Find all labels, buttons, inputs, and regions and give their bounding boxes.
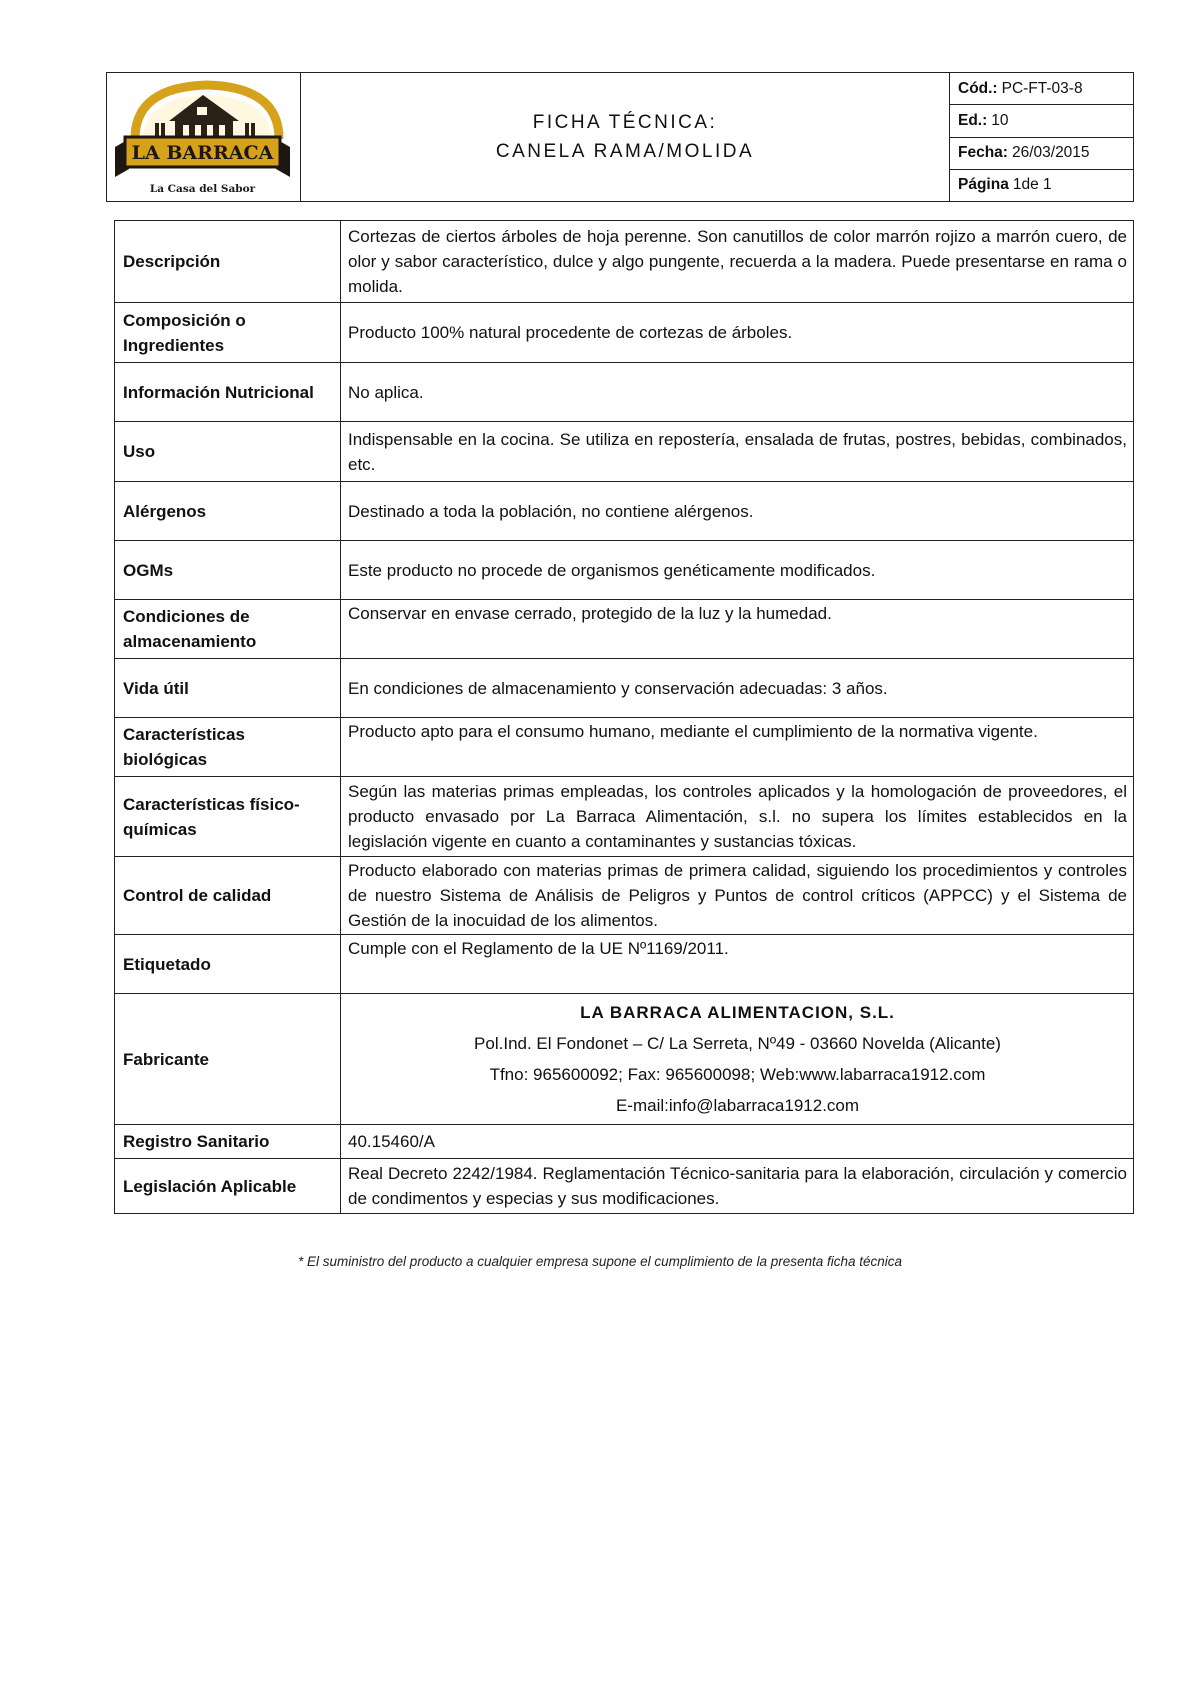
row-value: Cortezas de ciertos árboles de hoja perenne. Son canutillos de color marrón rojizo a marrón cuero, de olor y sabor característico, dulce y algo pungente, recuerda a la madera. Puede presentarse en rama o molida. [341,221,1134,303]
row-label: OGMs [115,541,341,600]
manufacturer-contact: Tfno: 965600092; Fax: 965600098; Web:www.labarraca1912.com [489,1065,986,1084]
row-value: Producto apto para el consumo humano, mediante el cumplimiento de la normativa vigente. [341,718,1134,777]
row-value: Producto 100% natural procedente de cortezas de árboles. [341,303,1134,363]
row-label: Descripción [115,221,341,303]
row-value: Destinado a toda la población, no contiene alérgenos. [341,482,1134,541]
row-value: En condiciones de almacenamiento y conservación adecuadas: 3 años. [341,659,1134,718]
la-barraca-logo [107,73,298,200]
row-label: Características biológicas [115,718,341,777]
row-label: Información Nutricional [115,363,341,422]
meta-date: Fecha: 26/03/2015 [950,138,1133,170]
row-value: Este producto no procede de organismos genéticamente modificados. [341,541,1134,600]
title-line-2: CANELA RAMA/MOLIDA [495,141,755,162]
meta-code: Cód.: PC-FT-03-8 [950,73,1133,105]
svg-text:LA BARRACA: LA BARRACA [131,142,274,164]
table-row [115,363,1134,422]
manufacturer-email: E-mail:info@labarraca1912.com [615,1096,860,1115]
row-label: Control de calidad [115,857,341,935]
row-value: Indispensable en la cocina. Se utiliza en repostería, ensalada de frutas, postres, bebidas, combinados, etc. [341,422,1134,482]
table-row [115,600,1134,659]
row-label: Legislación Aplicable [115,1159,341,1214]
table-row [115,659,1134,718]
title-line-1: FICHA TÉCNICA: [532,112,718,133]
row-value: 40.15460/A [341,1125,1134,1159]
document-title [301,73,950,201]
table-row [115,303,1134,363]
row-label: Vida útil [115,659,341,718]
document-meta [950,73,1133,201]
svg-text:La Casa del Sabor: La Casa del Sabor [149,183,256,195]
row-value: Según las materias primas empleadas, los controles aplicados y la homologación de proveedores, el producto envasado por La Barraca Alimentación, s.l. no supera los límites establecidos en la legislación vigente en cuanto a contaminantes y sustancias tóxicas. [341,777,1134,857]
manufacturer-name: LA BARRACA ALIMENTACION, S.L. [580,1003,895,1022]
meta-edition: Ed.: 10 [950,105,1133,137]
footnote: * El suministro del producto a cualquier empresa supone el cumplimiento de la presenta ficha técnica [297,1254,903,1269]
table-row [115,777,1134,857]
manufacturer-info [341,994,1134,1125]
table-row [115,221,1134,303]
row-label: Alérgenos [115,482,341,541]
row-value: Producto elaborado con materias primas de primera calidad, siguiendo los procedimientos y controles de nuestro Sistema de Análisis de Peligros y Puntos de control críticos (APPCC) y el Sistema de Gestión de la inocuidad de los alimentos. [341,857,1134,935]
table-row [115,935,1134,994]
manufacturer-address: Pol.Ind. El Fondonet – C/ La Serreta, Nº49 - 03660 Novelda (Alicante) [474,1034,1001,1053]
meta-page: Página 1de 1 [958,176,1052,194]
row-label: Fabricante [115,994,341,1125]
table-row [115,482,1134,541]
logo-cell [107,73,301,201]
row-label: Registro Sanitario [115,1125,341,1159]
row-label: Uso [115,422,341,482]
table-row [115,718,1134,777]
row-label: Características físico-químicas [115,777,341,857]
table-row [115,994,1134,1125]
row-value: Cumple con el Reglamento de la UE Nº1169/2011. [341,935,1134,994]
row-value: Conservar en envase cerrado, protegido de la luz y la humedad. [341,600,1134,659]
row-label: Condiciones de almacenamiento [115,600,341,659]
table-row [115,541,1134,600]
row-label: Composición o Ingredientes [115,303,341,363]
row-value: Real Decreto 2242/1984. Reglamentación Técnico-sanitaria para la elaboración, circulación y comercio de condimentos y especias y sus modificaciones. [341,1159,1134,1214]
table-row [115,422,1134,482]
spec-table [114,220,1134,1214]
table-row [115,1159,1134,1214]
table-row [115,857,1134,935]
row-label: Etiquetado [115,935,341,994]
document-header [106,72,1134,202]
row-value: No aplica. [341,363,1134,422]
table-row [115,1125,1134,1159]
